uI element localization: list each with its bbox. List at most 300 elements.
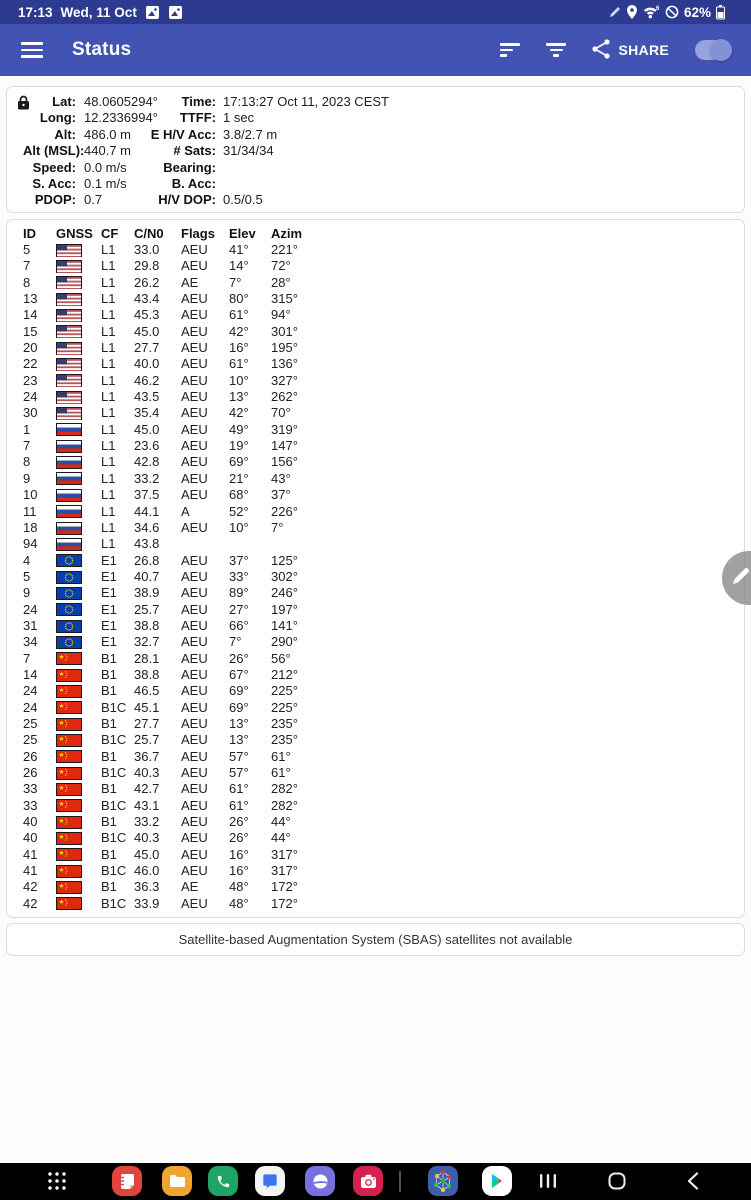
sat-id: 33 [23,797,38,813]
flag-ru-icon [56,472,101,485]
sat-id: 8 [23,454,31,470]
app-my-files[interactable] [162,1166,192,1196]
sat-flags: AEU [181,454,208,470]
satellite-row [23,291,744,307]
satellite-row [23,324,744,340]
sat-azim: 61° [271,765,291,780]
flag-us-icon [56,358,101,371]
sat-cf: L1 [101,307,116,323]
sat-id: 9 [23,585,31,601]
sat-azim: 125° [271,552,298,568]
info-row [23,192,728,208]
sat-flags: AEU [181,732,208,748]
sat-flags: AEU [181,699,208,715]
sat-cn0: 37.5 [134,487,160,503]
sat-elev: 16° [229,863,249,879]
sat-elev: 69° [229,454,249,470]
camera-icon [360,1174,377,1189]
sat-azim: 290° [271,634,298,650]
back-icon [687,1172,699,1190]
sat-cn0: 38.9 [134,585,160,601]
sat-elev: 57° [229,765,249,780]
sat-id: 1 [23,421,31,437]
sat-elev: 61° [229,781,249,797]
flag-cn-icon [56,848,101,861]
sat-cn0: 46.2 [134,372,160,388]
info-value: 31/34/34 [223,143,274,159]
sat-azim: 195° [271,340,298,356]
sat-cf: E1 [101,568,117,584]
sat-cn0: 46.5 [134,683,160,699]
sat-cn0: 38.8 [134,617,160,633]
sat-azim: 235° [271,715,298,731]
sat-elev: 16° [229,340,249,356]
sat-id: 25 [23,715,38,731]
svg-text:6: 6 [655,6,660,12]
satellite-row [23,651,744,667]
sat-cf: B1C [101,863,127,879]
sat-cf: B1 [101,715,117,731]
sat-flags: AEU [181,797,208,813]
satellite-row [23,471,744,487]
home-icon [608,1172,626,1190]
satellite-row [23,373,744,389]
sat-id: 30 [23,405,38,421]
sat-elev: 69° [229,683,249,699]
info-value: 0.7 [84,192,103,208]
sat-cn0: 45.0 [134,421,160,437]
flag-cn-icon [56,865,101,878]
info-row [23,143,728,159]
sat-id: 34 [23,634,38,650]
flag-us-icon [56,374,101,387]
sat-azim: 37° [271,487,291,503]
location-info-card [6,86,745,213]
sat-cf: B1C [101,797,127,813]
sat-azim: 302° [271,568,298,584]
location-icon [626,5,638,19]
sat-flags: AEU [181,585,208,601]
sat-cf: L1 [101,389,116,405]
sat-id: 42 [23,895,38,911]
sat-azim: 61° [271,748,291,764]
sat-elev: 13° [229,389,249,405]
sat-flags: AEU [181,846,208,862]
info-row [23,160,728,176]
sat-cn0: 33.2 [134,814,160,830]
flag-us-icon [56,293,101,306]
sat-cf: B1 [101,666,117,682]
flag-cn-icon [56,718,101,731]
info-value: 3.8/2.7 m [223,126,278,142]
sat-id: 7 [23,438,31,454]
sat-id: 24 [23,389,38,405]
sat-flags: AEU [181,258,208,274]
sat-elev: 89° [229,585,249,601]
column-header: ID [23,226,36,241]
sat-elev: 16° [229,846,249,862]
satellite-row [23,732,744,748]
satellite-row [23,340,744,356]
info-value: 17:13:27 Oct 11, 2023 CEST [223,94,389,109]
flag-us-icon [56,276,101,289]
gnss-toggle[interactable] [695,40,731,60]
info-label: Speed: [32,159,76,175]
info-row [23,94,728,110]
sat-cn0: 26.8 [134,552,160,568]
sat-azim: 43° [271,470,291,486]
sat-id: 15 [23,323,38,339]
sat-id: 14 [23,666,38,682]
flag-eu-icon [56,636,101,649]
recents-button[interactable] [531,1166,565,1196]
play-store-icon [489,1173,505,1189]
satellite-row [23,700,744,716]
info-row [23,110,728,126]
sat-cf: L1 [101,356,116,372]
sat-azim: 156° [271,454,298,470]
sat-id: 25 [23,732,38,748]
sat-cf: B1 [101,879,117,895]
sat-flags: AEU [181,830,208,846]
sat-elev: 49° [229,421,249,437]
sat-flags: AEU [181,895,208,911]
sat-id: 41 [23,863,38,879]
sat-elev: 52° [229,503,249,519]
recents-icon [539,1173,557,1189]
screenshot-icon [145,5,160,20]
sat-id: 40 [23,830,38,846]
share-label: SHARE [618,42,669,58]
sat-cf: L1 [101,258,116,274]
sat-elev: 69° [229,699,249,715]
app-grid-icon [47,1171,67,1191]
sat-flags: AEU [181,781,208,797]
home-button[interactable] [600,1166,634,1196]
satellite-row [23,242,744,258]
back-button[interactable] [676,1166,710,1196]
taskbar [0,1163,751,1200]
sat-azim: 301° [271,323,298,339]
sat-azim: 225° [271,683,298,699]
column-header: C/N0 [134,226,164,241]
satellite-row [23,749,744,765]
app-play-store[interactable] [482,1166,512,1196]
satellite-status-card [6,219,745,918]
sat-elev: 48° [229,895,249,911]
sat-flags: AEU [181,323,208,339]
sat-elev: 13° [229,732,249,748]
app-camera[interactable] [353,1166,383,1196]
satellite-row [23,863,744,879]
sat-cn0: 25.7 [134,732,160,748]
satellite-row [23,814,744,830]
flag-us-icon [56,260,101,273]
sat-cn0: 27.7 [134,340,160,356]
sat-cn0: 33.2 [134,470,160,486]
sat-cn0: 40.3 [134,830,160,846]
sat-flags: AEU [181,863,208,879]
sat-cn0: 46.0 [134,863,160,879]
sat-cf: E1 [101,585,117,601]
satellite-row [23,307,744,323]
sat-cn0: 38.8 [134,666,160,682]
sat-azim: 319° [271,421,298,437]
sat-azim: 221° [271,242,298,257]
info-label: TTFF: [179,110,216,126]
sat-cf: B1 [101,846,117,862]
sat-elev: 80° [229,291,249,307]
pencil-icon [746,565,751,592]
info-label: # Sats: [173,143,216,159]
sat-azim: 7° [271,519,284,535]
sat-flags: AEU [181,715,208,731]
info-value: 12.2336994° [84,110,158,126]
sat-flags: AEU [181,291,208,307]
sat-elev: 10° [229,372,249,388]
table-body [23,242,744,912]
sat-cf: L1 [101,242,116,257]
sat-cf: L1 [101,503,116,519]
flag-cn-icon [56,832,101,845]
flag-ru-icon [56,423,101,436]
sat-azim: 317° [271,846,298,862]
sat-cf: E1 [101,617,117,633]
sat-cn0: 43.4 [134,291,160,307]
flag-cn-icon [56,685,101,698]
flag-eu-icon [56,620,101,633]
flag-eu-icon [56,554,101,567]
my-files-icon [169,1174,186,1188]
battery-percent: 62% [683,4,711,20]
sat-elev: 14° [229,258,249,274]
sat-cf: L1 [101,274,116,290]
app-gpstest[interactable] [428,1166,458,1196]
satellite-row [23,765,744,781]
sat-flags: AEU [181,552,208,568]
satellite-row [23,830,744,846]
sort-icon[interactable] [500,40,520,60]
flag-cn-icon [56,816,101,829]
gpstest-icon [430,1168,456,1194]
sat-elev: 68° [229,487,249,503]
satellite-row [23,634,744,650]
sat-azim: 70° [271,405,291,421]
sat-id: 24 [23,601,38,617]
sat-id: 26 [23,765,38,780]
sat-azim: 317° [271,863,298,879]
sat-flags: AEU [181,307,208,323]
sat-elev: 19° [229,438,249,454]
sat-cf: L1 [101,421,116,437]
satellite-row [23,781,744,797]
phone-icon [216,1174,231,1189]
info-grid [23,94,728,209]
sat-flags: AEU [181,601,208,617]
satellite-row [23,438,744,454]
sat-cf: L1 [101,519,116,535]
info-value: 48.0605294° [84,94,158,109]
sat-azim: 147° [271,438,298,454]
satellite-row [23,602,744,618]
sat-cn0: 42.7 [134,781,160,797]
info-label: B. Acc: [171,175,216,191]
app-bar [0,24,751,76]
sat-cf: B1 [101,683,117,699]
sat-azim: 141° [271,617,298,633]
battery-icon [716,5,725,20]
info-label: Alt: [54,126,76,142]
stylus-icon [608,6,621,19]
flag-cn-icon [56,669,101,682]
flag-cn-icon [56,750,101,763]
sat-flags: A [181,503,190,519]
app-samsung-internet[interactable] [305,1166,335,1196]
sat-azim: 44° [271,830,291,846]
sat-flags: AEU [181,405,208,421]
sat-elev: 61° [229,797,249,813]
share-button[interactable] [592,39,669,62]
sat-elev: 7° [229,634,242,650]
satellite-row [23,896,744,912]
sat-elev: 13° [229,715,249,731]
info-value: 486.0 m [84,126,131,142]
sat-elev: 57° [229,748,249,764]
sat-id: 26 [23,748,38,764]
sat-flags: AE [181,879,199,895]
sat-cf: B1C [101,895,127,911]
sat-elev: 61° [229,307,249,323]
sat-flags: AEU [181,438,208,454]
flag-us-icon [56,342,101,355]
page-title: Status [72,39,132,60]
messages-icon [262,1173,278,1189]
sat-cf: L1 [101,340,116,356]
sat-azim: 172° [271,879,298,895]
sat-id: 41 [23,846,38,862]
sat-flags: AEU [181,683,208,699]
sat-id: 24 [23,699,38,715]
sat-elev: 67° [229,666,249,682]
flag-cn-icon [56,799,101,812]
sat-id: 5 [23,242,31,257]
satellite-row [23,798,744,814]
sat-azim: 246° [271,585,298,601]
satellite-row [23,520,744,536]
sat-elev: 66° [229,617,249,633]
sat-flags: AEU [181,340,208,356]
sat-id: 20 [23,340,38,356]
sat-id: 42 [23,879,38,895]
sat-cn0: 33.9 [134,895,160,911]
sat-azim: 136° [271,356,298,372]
app-samsung-notes[interactable] [112,1166,142,1196]
satellite-row [23,569,744,585]
info-label: PDOP: [34,192,76,208]
info-value: 0.0 m/s [84,159,127,175]
date: Wed, 11 Oct [60,4,137,20]
sat-cf: E1 [101,634,117,650]
sat-cn0: 45.0 [134,846,160,862]
sat-cf: B1C [101,699,127,715]
menu-icon[interactable] [21,38,43,62]
filter-icon[interactable] [546,40,566,60]
app-messages[interactable] [255,1166,285,1196]
sat-id: 18 [23,519,38,535]
sat-flags: AEU [181,650,208,666]
clock: 17:13 [18,4,53,20]
sat-cn0: 36.7 [134,748,160,764]
app-phone[interactable] [208,1166,238,1196]
sat-cf: B1 [101,781,117,797]
satellite-row [23,536,744,552]
sat-id: 8 [23,274,31,290]
sat-id: 7 [23,650,31,666]
sat-cn0: 29.8 [134,258,160,274]
wifi6-icon [643,5,660,19]
satellite-row [23,356,744,372]
sat-cn0: 45.3 [134,307,160,323]
sat-id: 24 [23,683,38,699]
flag-cn-icon [56,767,101,780]
interruption-blocked-icon [665,5,679,19]
app-drawer-button[interactable] [40,1166,74,1196]
info-label: Long: [39,110,76,126]
sat-cf: L1 [101,372,116,388]
sat-cf: E1 [101,552,117,568]
sat-id: 31 [23,617,38,633]
samsung-internet-icon [312,1173,329,1190]
sat-flags: AE [181,274,199,290]
sat-cn0: 23.6 [134,438,160,454]
sat-azim: 282° [271,781,298,797]
satellite-row [23,389,744,405]
sat-azim: 44° [271,814,291,830]
info-value: 1 sec [223,110,255,126]
flag-ru-icon [56,505,101,518]
satellite-row [23,585,744,601]
sat-id: 22 [23,356,38,372]
sat-azim: 172° [271,895,298,911]
sat-cn0: 44.1 [134,503,160,519]
sat-azim: 282° [271,797,298,813]
sat-flags: AEU [181,372,208,388]
sbas-message: Satellite-based Augmentation System (SBAS) satellites not available [178,932,573,947]
info-value: 0.1 m/s [84,175,127,191]
sat-flags: AEU [181,765,208,780]
flag-eu-icon [56,603,101,616]
sat-elev: 26° [229,814,249,830]
flag-us-icon [56,391,101,404]
satellite-row [23,454,744,470]
sat-flags: AEU [181,748,208,764]
satellite-row [23,275,744,291]
sat-elev: 42° [229,405,249,421]
satellite-row [23,553,744,569]
sat-elev: 10° [229,519,249,535]
sat-azim: 262° [271,389,298,405]
sat-cf: B1C [101,732,127,748]
column-header: GNSS [56,226,93,241]
sat-cf: B1 [101,814,117,830]
sat-id: 10 [23,487,38,503]
sat-flags: AEU [181,487,208,503]
sat-cf: L1 [101,487,116,503]
sat-cn0: 40.3 [134,765,160,780]
sat-azim: 226° [271,503,298,519]
flag-cn-icon [56,652,101,665]
sat-flags: AEU [181,666,208,682]
